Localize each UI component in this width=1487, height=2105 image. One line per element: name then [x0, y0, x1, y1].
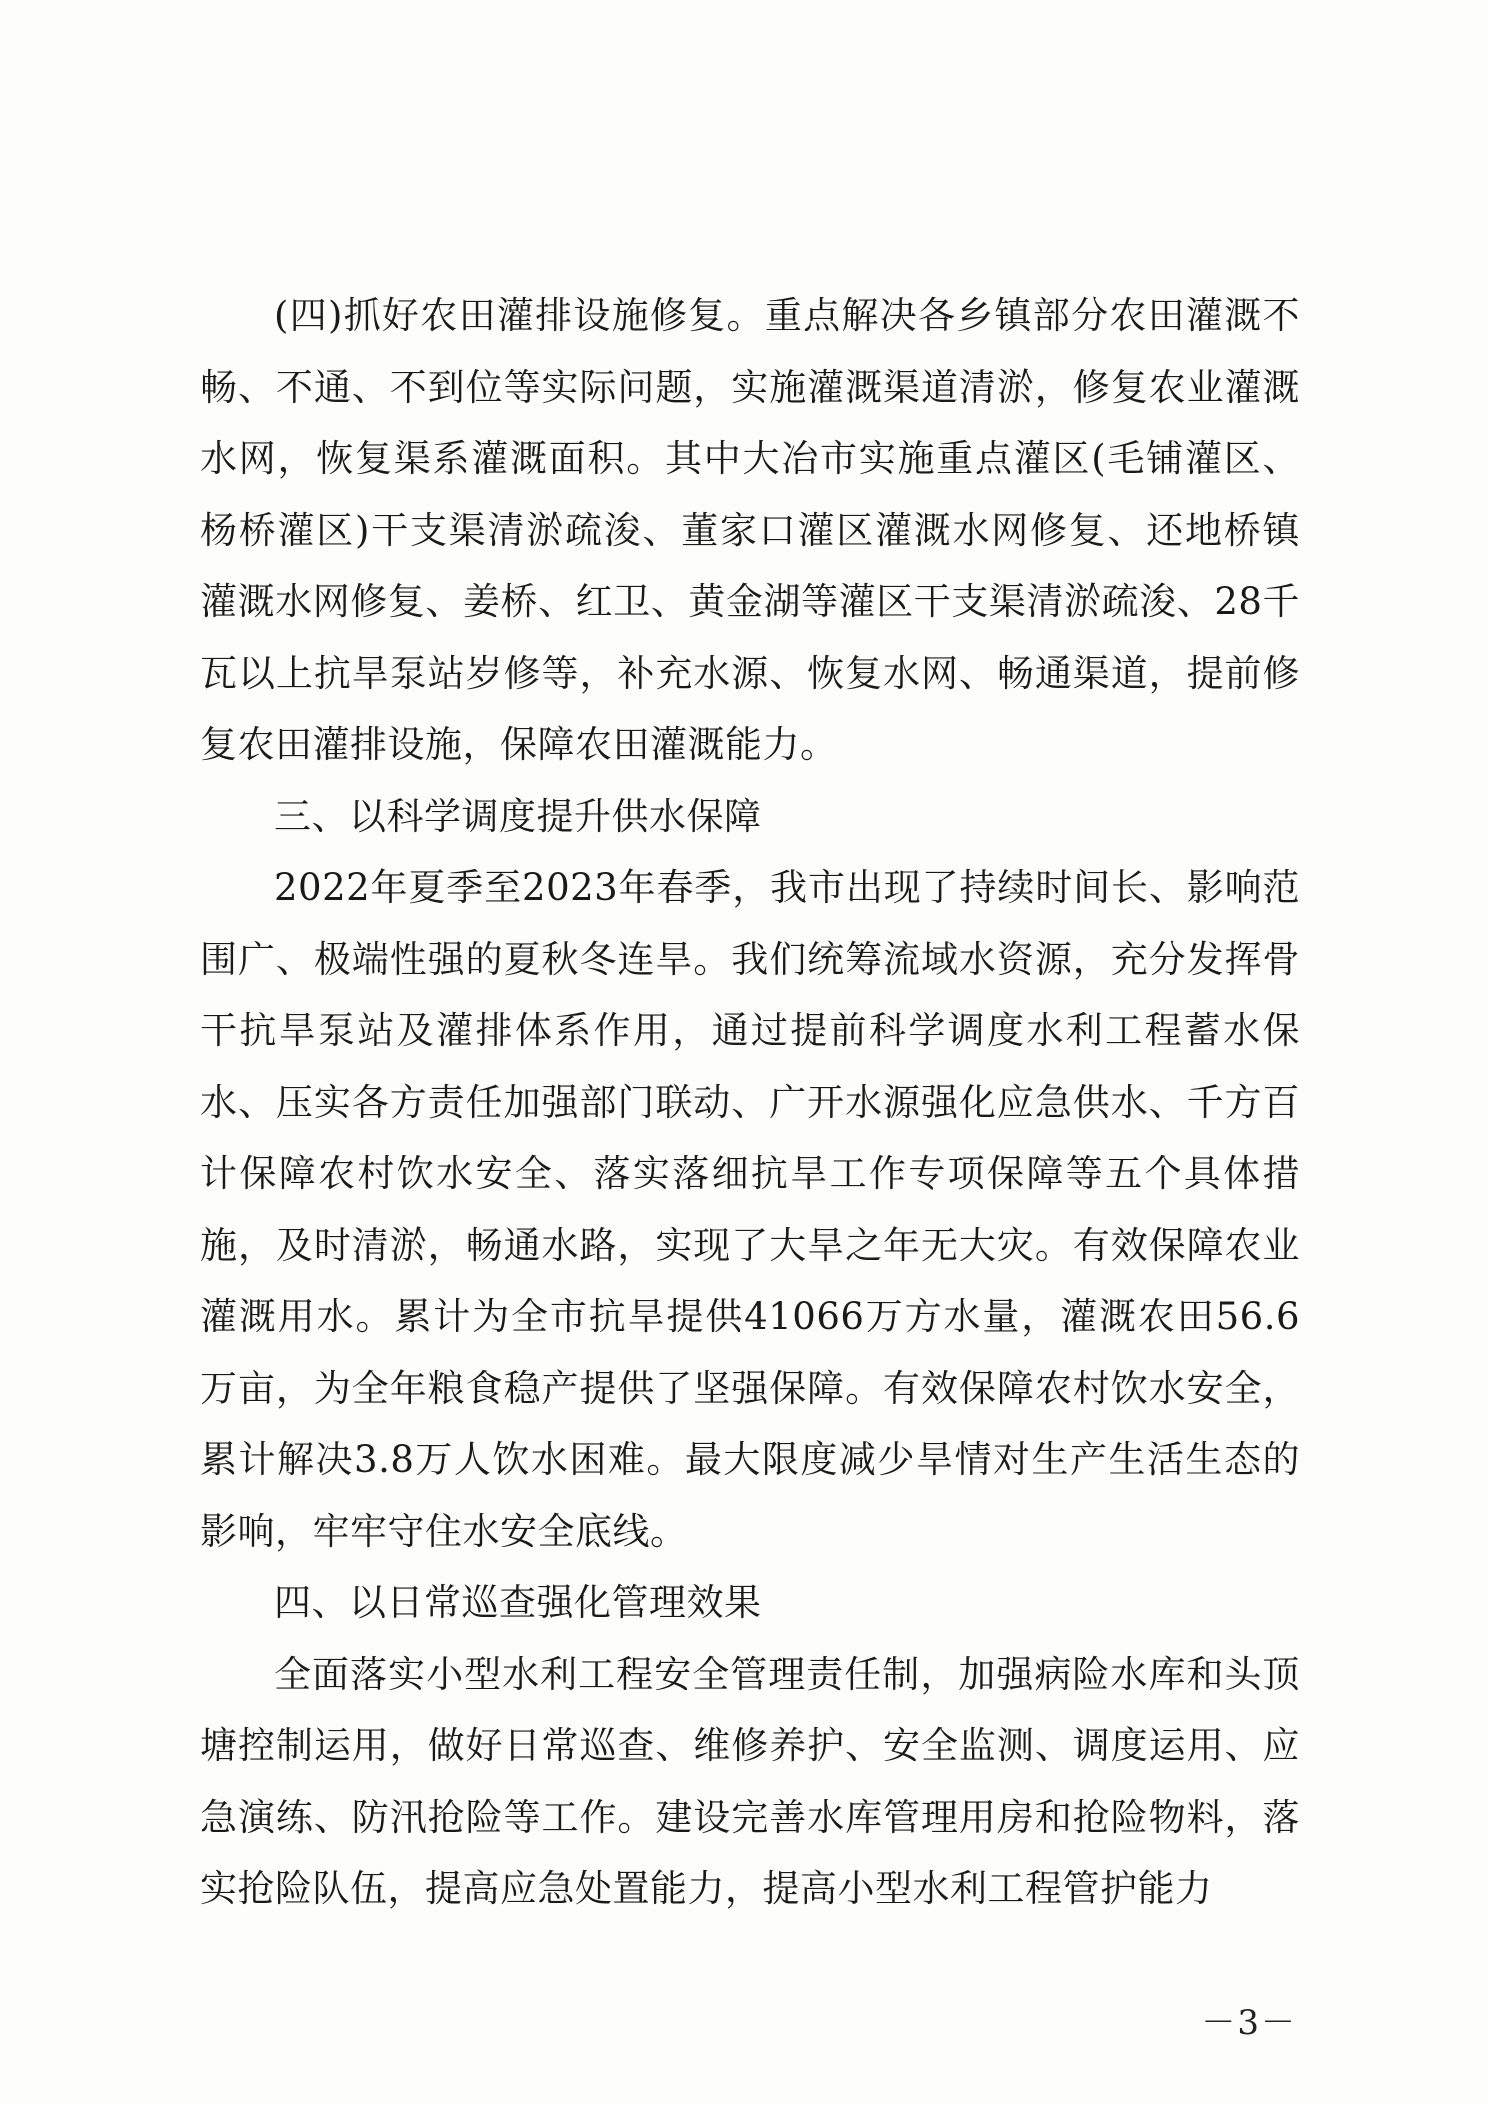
section-heading-water-supply: 三、以科学调度提升供水保障 — [274, 794, 762, 838]
document-body — [200, 280, 1300, 1925]
page-number: －3－ — [1201, 2003, 1297, 2043]
section-heading-daily-inspection: 四、以日常巡查强化管理效果 — [274, 1581, 762, 1624]
paragraph-irrigation-repair: (四)抓好农田灌排设施修复。重点解决各乡镇部分农田灌溉不畅、不通、不到位等实际问题，实施灌溉渠道清淤，修复农业灌溉水网，恢复渠系灌溉面积。其中大冶市实施重点灌区(毛铺灌区、杨桥灌区)干支渠清淤疏浚、董家口灌区灌溉水网修复、还地桥镇灌溉水网修复、姜桥、红卫、黄金湖等灌区干支渠清淤疏浚、28千瓦以上抗旱泵站岁修等，补充水源、恢复水网、畅通渠道，提前修复农田灌排设施，保障农田灌溉能力。 — [200, 294, 1300, 766]
paragraph-safety-management: 全面落实小型水利工程安全管理责任制，加强病险水库和头顶塘控制运用，做好日常巡查、维修养护、安全监测、调度运用、应急演练、防汛抢险等工作。建设完善水库管理用房和抢险物料，落实抢险队伍，提高应急处置能力，提高小型水利工程管护能力 — [200, 1652, 1300, 1910]
paragraph-drought-dispatch: 2022年夏季至2023年春季，我市出现了持续时间长、影响范围广、极端性强的夏秋冬连旱。我们统筹流域水资源，充分发挥骨干抗旱泵站及灌排体系作用，通过提前科学调度水利工程蓄水保水、压实各方责任加强部门联动、广开水源强化应急供水、千方百计保障农村饮水安全、落实落细抗旱工作专项保障等五个具体措施，及时清淤，畅通水路，实现了大旱之年无大灾。有效保障农业灌溉用水。累计为全市抗旱提供41066万方水量，灌溉农田56.6万亩，为全年粮食稳产提供了坚强保障。有效保障农村饮水安全，累计解决3.8万人饮水困难。最大限度减少旱情对生产生活生态的影响，牢牢守住水安全底线。 — [200, 866, 1300, 1553]
